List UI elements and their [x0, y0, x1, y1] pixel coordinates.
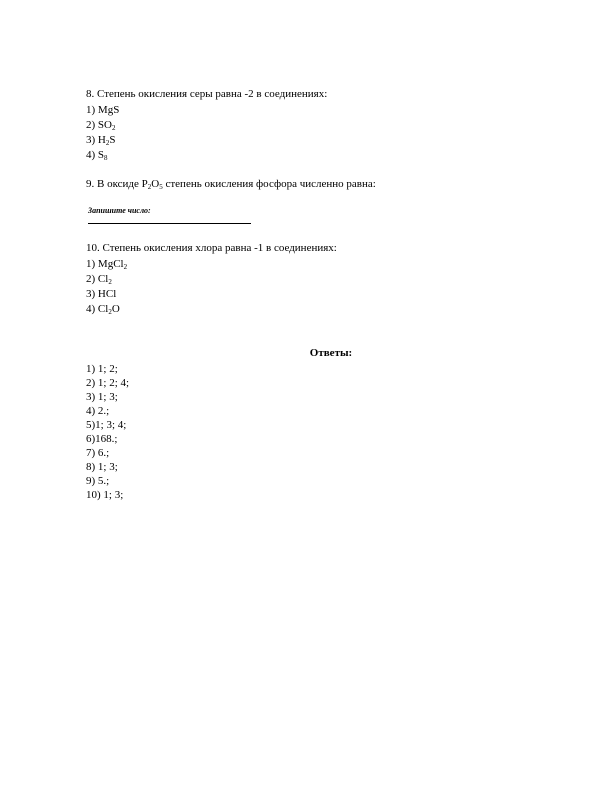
question-10: 10. Степень окисления хлора равна -1 в соединениях:	[86, 242, 337, 254]
answer-line[interactable]	[88, 223, 251, 224]
q8-option-3-main: S	[109, 134, 116, 146]
q10-option-2-sub: 2	[108, 278, 112, 286]
q8-option-2	[86, 119, 115, 132]
q8-option-4-sub: 8	[104, 154, 108, 162]
question-9	[86, 178, 376, 191]
answer-item: 3) 1; 3;	[86, 391, 118, 403]
q10-option-1-text: 1) MgCl	[86, 258, 124, 270]
q8-option-1-main: S	[113, 104, 120, 116]
answer-item: 8) 1; 3;	[86, 461, 118, 473]
q8-option-3	[86, 134, 115, 147]
q10-option-4	[86, 303, 120, 316]
q8-option-1	[86, 104, 119, 117]
q10-option-2-text: 2) Cl	[86, 273, 109, 285]
q9-text-post: степень окисления фосфора численно равна:	[162, 178, 376, 190]
q9-sub-2: 5	[159, 183, 163, 191]
answer-item: 6)168.;	[86, 433, 118, 445]
q9-text-mid: O	[151, 178, 160, 190]
answer-item: 7) 6.;	[86, 447, 110, 459]
q8-option-3-text: 3) H	[86, 134, 106, 146]
q10-option-4-post: O	[111, 303, 120, 315]
q10-option-4-text: 4) Cl	[86, 303, 109, 315]
q8-option-1-text: 1) Mg	[86, 104, 114, 116]
answer-item: 4) 2.;	[86, 405, 110, 417]
q8-option-4-text: 4) S	[86, 149, 105, 161]
question-8: 8. Степень окисления серы равна -2 в соединениях:	[86, 88, 328, 100]
q10-option-2	[86, 273, 112, 286]
answer-instruction: Запишите число:	[88, 206, 151, 215]
answer-item: 5)1; 3; 4;	[86, 419, 127, 431]
q9-text-pre: 9. В оксиде P	[86, 178, 148, 190]
q10-option-4-sub: 2	[108, 308, 112, 316]
answer-item: 9) 5.;	[86, 475, 110, 487]
answer-item: 1) 1; 2;	[86, 363, 118, 375]
q10-option-1	[86, 258, 127, 271]
q10-option-1-sub: 2	[123, 263, 128, 271]
q8-option-4	[86, 149, 108, 162]
q8-option-2-text: 2) SO	[86, 119, 112, 131]
q9-sub-1: 2	[147, 183, 152, 191]
answer-item: 10) 1; 3;	[86, 489, 124, 501]
answers-title: Ответы:	[309, 347, 353, 359]
answer-item: 2) 1; 2; 4;	[86, 377, 130, 389]
q8-option-3-sub: 2	[105, 139, 110, 147]
q8-option-2-sub: 2	[111, 124, 116, 132]
q10-option-3: 3) HCl	[86, 288, 117, 300]
